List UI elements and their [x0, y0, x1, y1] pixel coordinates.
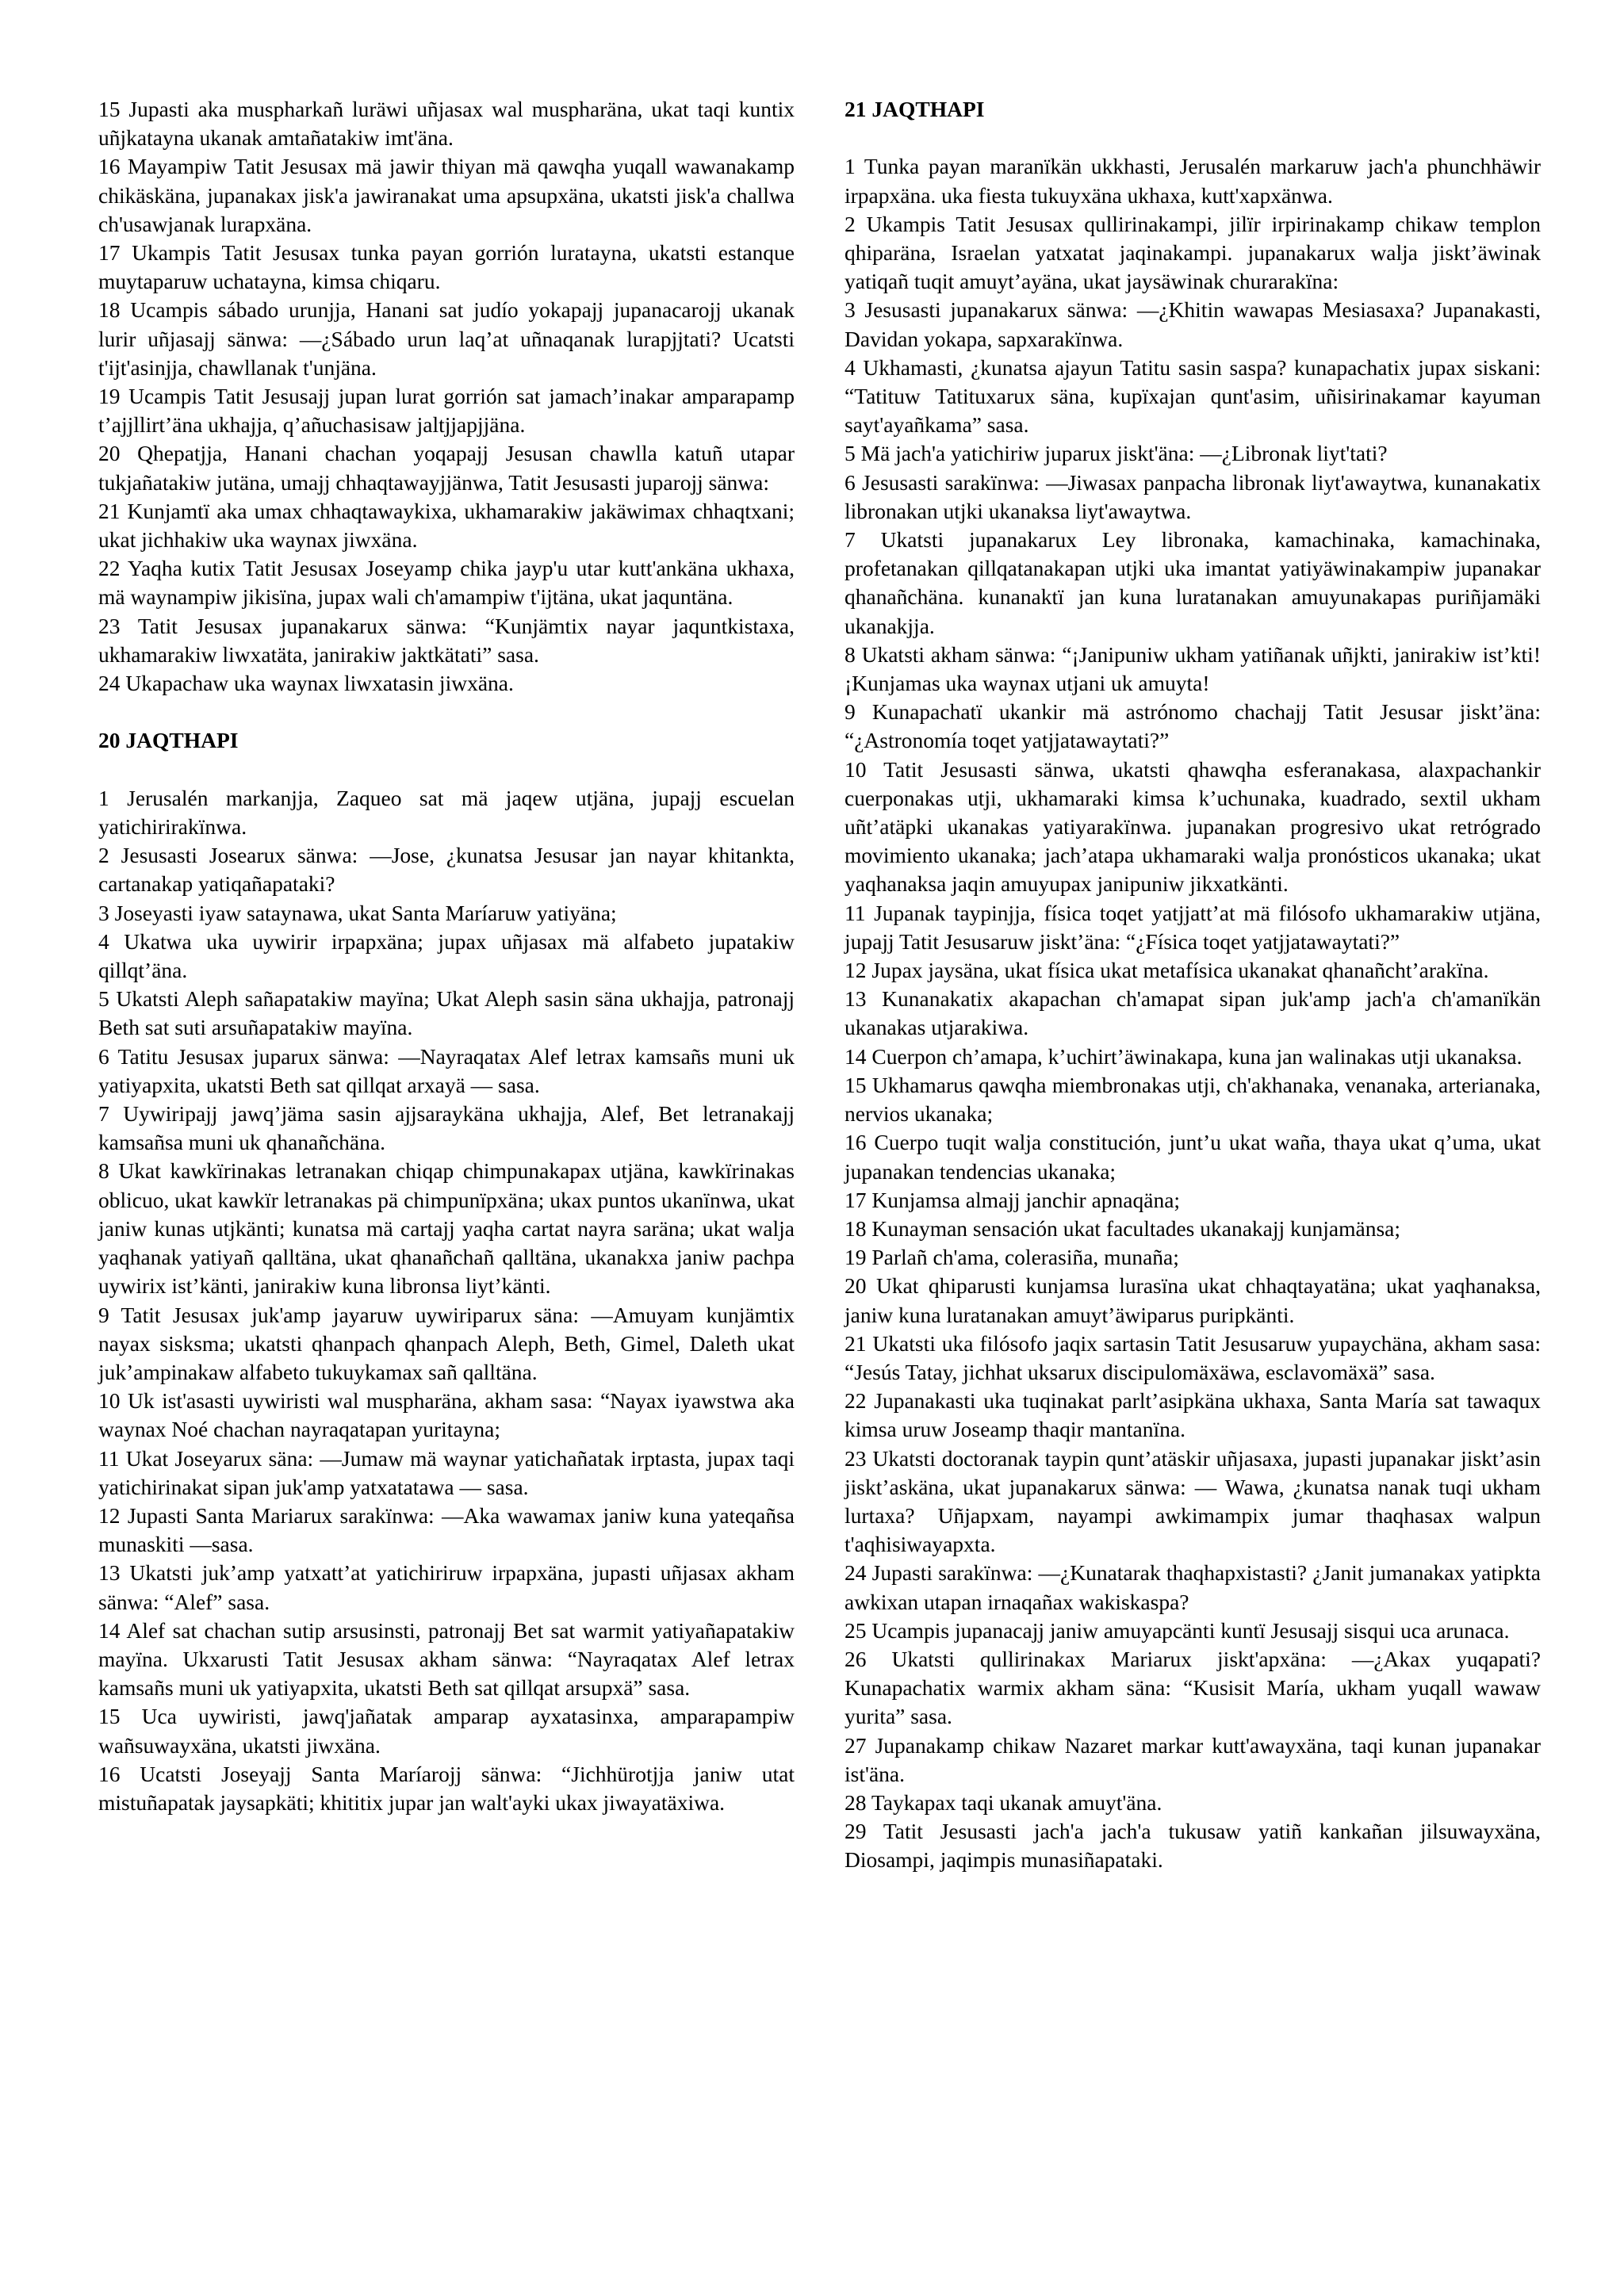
verse: 16 Mayampiw Tatit Jesusax mä jawir thiyan mä qawqha yuqall wawanakamp chikäskäna, jupanakax jisk'a jawiranakat uma apsupxäna, ukatsti jisk'a challwa ch'usawjanak lurapxäna. — [98, 154, 795, 236]
verse: 18 Ucampis sábado urunjja, Hanani sat judío yokapajj jupanacarojj ukanak lurir uñjasajj sänwa: —¿Sábado urun laq’at uñnaqanak lurapjjtati? Ucatsti t'ijt'asinjja, chawllanak t'unjäna. — [98, 297, 795, 380]
verse: 19 Parlañ ch'ama, colerasiña, munaña; — [845, 1245, 1179, 1270]
verse: 9 Kunapachatï ukankir mä astrónomo chachajj Tatit Jesusar jiskt’äna: “¿Astronomía toqet yatjjatawaytati?” — [845, 699, 1541, 753]
verse: 7 Ukatsti jupanakarux Ley libronaka, kamachinaka, kamachinaka, profetanakan qillqatanakapan utjki uka imantat yatiyäwinakampiw jupanakar qhanañchäna. kunanaktï jan kuna luratanakan amuyunakapas puriñjamäki ukanakjja. — [845, 527, 1541, 638]
right-column — [845, 95, 1541, 1875]
verse: 20 Qhepatjja, Hanani chachan yoqapajj Jesusan chawlla katuñ utapar tukjañatakiw jutäna, umajj chhaqtawayjjänwa, Tatit Jesusasti juparojj sänwa: — [98, 441, 795, 495]
verse: 15 Ukhamarus qawqha miembronakas utji, ch'akhanaka, venanaka, arterianaka, nervios ukanaka; — [845, 1072, 1541, 1127]
verse: 2 Ukampis Tatit Jesusax qullirinakampi, jilïr irpirinakamp chikaw templon qhiparäna, Israelan yatxatat jaqinakampi. jupanakarux walja jiskt’äwinak yatiqañ tuqit amuyt’ayäna, ukat jaysäwinak churarakïna: — [845, 211, 1541, 294]
verse: 12 Jupasti Santa Mariarux sarakïnwa: —Aka wawamax janiw kuna yateqañsa munaskiti —sasa. — [98, 1502, 795, 1557]
verse: 29 Tatit Jesusasti jach'a jach'a tukusaw yatiñ kankañan jilsuwayxäna, Diosampi, jaqimpis munasiñapataki. — [845, 1819, 1541, 1873]
verse: 7 Uywiripajj jawq’jäma sasin ajjsaraykäna ukhajja, Alef, Bet letranakajj kamsañsa muni uk qhanañchäna. — [98, 1101, 795, 1155]
spacer — [845, 124, 1541, 152]
verse: 24 Ukapachaw uka waynax liwxatasin jiwxäna. — [98, 671, 514, 696]
verse: 23 Tatit Jesusax jupanakarux sänwa: “Kunjämtix nayar jaquntkistaxa, ukhamarakiw liwxatäta, janirakiw jaktkätati” sasa. — [98, 613, 795, 667]
verse: 6 Tatitu Jesusax juparux sänwa: —Nayraqatax Alef letrax kamsañs muni uk yatiyapxita, ukatsti Beth sat qillqat arxayä — sasa. — [98, 1043, 795, 1097]
verse: 15 Uca uywiristi, jawq'jañatak amparap ayxatasinxa, amparapampiw wañsuwayxäna, ukatsti jiwxäna. — [98, 1704, 795, 1758]
verse: 14 Cuerpon ch’amapa, k’uchirt’äwinakapa, kuna jan walinakas utji ukanaksa. — [845, 1043, 1522, 1069]
verse: 19 Ucampis Tatit Jesusajj jupan lurat gorrión sat jamach’inakar amparapamp t’ajjllirt’äna ukhajja, q’añuchasisaw jaltjjapjjäna. — [98, 384, 795, 438]
verse: 28 Taykapax taqi ukanak amuyt'äna. — [845, 1789, 1162, 1815]
verse: 4 Ukatwa uka uywirir irpapxäna; jupax uñjasax mä alfabeto jupatakiw qillqt’äna. — [98, 928, 795, 983]
verse: 1 Jerusalén markanjja, Zaqueo sat mä jaqew utjäna, jupajj escuelan yatichirirakïnwa. — [98, 785, 795, 840]
verse: 17 Kunjamsa almajj janchir apnaqäna; — [845, 1187, 1181, 1212]
verse: 1 Tunka payan maranïkän ukkhasti, Jerusalén markaruw jach'a phunchhäwir irpapxäna. uka fiesta tukuyxäna ukhaxa, kutt'xapxänwa. — [845, 154, 1541, 208]
spacer — [98, 698, 795, 726]
verse: 23 Ukatsti doctoranak taypin qunt’atäskir uñjasaxa, jupasti jupanakar jiskt’asin jiskt’askäna, ukat jupanakarux sänwa: — Wawa, ¿kunatsa nanak tuqi ukham lurtaxa? Uñjapxam, nayampi awkimampix jumar thaqhasax walpun t'aqhisiwayapxta. — [845, 1445, 1541, 1557]
verse: 27 Jupanakamp chikaw Nazaret markar kutt'awayxäna, taqi kunan jupanakar ist'äna. — [845, 1732, 1541, 1786]
verse: 15 Jupasti aka muspharkañ luräwi uñjasax wal muspharäna, ukat taqi kuntix uñjkatayna ukanak amtañatakiw imt'äna. — [98, 97, 795, 151]
verse: 9 Tatit Jesusax juk'amp jayaruw uywiriparux säna: —Amuyam kunjämtix nayax sisksma; ukatsti qhanpach qhanpach Aleph, Beth, Gimel, Daleth ukat juk’ampinakaw alfabeto tukuykamax sañ qalltäna. — [98, 1302, 795, 1384]
verse: 5 Mä jach'a yatichiriw juparux jiskt'äna: —¿Libronak liyt'tati? — [845, 441, 1388, 466]
verse: 11 Ukat Joseyarux säna: —Jumaw mä waynar yatichañatak irptasta, jupax taqi yatichirinakat sipan juk'amp yatxatatawa — sasa. — [98, 1445, 795, 1499]
verse: 3 Joseyasti iyaw sataynawa, ukat Santa Maríaruw yatiyäna; — [98, 900, 617, 925]
verse: 16 Cuerpo tuqit walja constitución, junt’u ukat waña, thaya ukat q’uma, ukat jupanakan tendencias ukanaka; — [845, 1130, 1541, 1184]
verse: 5 Ukatsti Aleph sañapatakiw mayïna; Ukat Aleph sasin säna ukhajja, patronajj Beth sat suti arsuñapatakiw mayïna. — [98, 986, 795, 1040]
spacer — [98, 756, 795, 784]
chapter-title: 21 JAQTHAPI — [845, 97, 985, 121]
verse: 13 Kunanakatix akapachan ch'amapat sipan juk'amp jach'a ch'amanïkän ukanakas utjarakiwa. — [845, 986, 1541, 1040]
verse: 16 Ucatsti Joseyajj Santa Maríarojj sänwa: “Jichhürotjja janiw utat mistuñapatak jaysapkäti; khititix jupar jan walt'ayki ukax jiwayatäxiwa. — [98, 1761, 795, 1815]
verse: 20 Ukat qhiparusti kunjamsa lurasïna ukat chhaqtayatäna; ukat yaqhanaksa, janiw kuna luratanakan amuyt’äwiparus puripkänti. — [845, 1273, 1541, 1327]
verse: 18 Kunayman sensación ukat facultades ukanakajj kunjamänsa; — [845, 1215, 1401, 1241]
verse: 21 Ukatsti uka filósofo jaqix sartasin Tatit Jesusaruw yupaychäna, akham sasa: “Jesús Tatay, jichhat uksarux discipulomäxäwa, esclavomäxä” sasa. — [845, 1330, 1541, 1384]
verse: 24 Jupasti sarakïnwa: —¿Kunatarak thaqhapxistasti? ¿Janit jumanakax yatipkta awkixan utapan irnaqañax wakiskaspa? — [845, 1560, 1541, 1614]
verse: 25 Ucampis jupanacajj janiw amuyapcänti kuntï Jesusajj sisqui uca arunaca. — [845, 1617, 1510, 1643]
verse: 26 Ukatsti qullirinakax Mariarux jiskt'apxäna: —¿Akax yuqapati? Kunapachatix warmix akham säna: “Kusisit María, ukham yuqall wawaw yurita” sasa. — [845, 1646, 1541, 1729]
verse: 17 Ukampis Tatit Jesusax tunka payan gorrión luratayna, ukatsti estanque muytaparuw uchatayna, kimsa chiqaru. — [98, 240, 795, 294]
verse: 2 Jesusasti Josearux sänwa: —Jose, ¿kunatsa Jesusar jan nayar khitankta, cartanakap yatiqañapataki? — [98, 843, 795, 897]
verse: 10 Tatit Jesusasti sänwa, ukatsti qhawqha esferanakasa, alaxpachankir cuerponakas utji, ukhamaraki kimsa k’uchunaka, kuadrado, sextil ukham uñt’atäpki ukanakas yatiyarakïnwa. jupanakan progresivo ukat retrógrado movimiento ukanaka; jach’atapa ukhamaraki walja pronósticos ukanaka; ukat yaqhanaksa jaqin amuyupax janipuniw jikxatkänti. — [845, 756, 1541, 897]
chapter-title: 20 JAQTHAPI — [98, 728, 239, 753]
verse: 6 Jesusasti sarakïnwa: —Jiwasax panpacha libronak liyt'awaytwa, kunanakatix libronakan utjki ukanaksa liyt'awaytwa. — [845, 469, 1541, 523]
left-column — [98, 95, 795, 1817]
verse: 10 Uk ist'asasti uywiristi wal muspharäna, akham sasa: “Nayax iyawstwa aka waynax Noé chachan nayraqatapan yuritayna; — [98, 1388, 795, 1442]
verse: 14 Alef sat chachan sutip arsusinsti, patronajj Bet sat warmit yatiyañapatakiw mayïna. Ukxarusti Tatit Jesusax akham sänwa: “Nayraqatax Alef letrax kamsañs muni uk yatiyapxita, ukatsti Beth sat qillqat arsupxä” sasa. — [98, 1617, 795, 1701]
verse: 21 Kunjamtï aka umax chhaqtawaykixa, ukhamarakiw jakäwimax chhaqtxani; ukat jichhakiw uka waynax jiwxäna. — [98, 498, 795, 553]
verse: 22 Jupanakasti uka tuqinakat parlt’asipkäna ukhaxa, Santa María sat tawaqux kimsa uruw Joseamp thaqir mantanïna. — [845, 1388, 1541, 1442]
verse: 13 Ukatsti juk’amp yatxatt’at yatichiriruw irpapxäna, jupasti uñjasax akham sänwa: “Alef” sasa. — [98, 1560, 795, 1614]
verse: 3 Jesusasti jupanakarux sänwa: —¿Khitin wawapas Mesiasaxa? Jupanakasti, Davidan yokapa, sapxarakïnwa. — [845, 297, 1541, 351]
verse: 12 Jupax jaysäna, ukat física ukat metafísica ukanakat qhanañcht’arakïna. — [845, 958, 1489, 983]
verse: 11 Jupanak taypinjja, física toqet yatjjatt’at mä filósofo ukhamarakiw utjäna, jupajj Tatit Jesusaruw jiskt’äna: “¿Física toqet yatjjatawaytati?” — [845, 900, 1541, 954]
verse: 8 Ukat kawkïrinakas letranakan chiqap chimpunakapax utjäna, kawkïrinakas oblicuo, ukat kawkïr letranakas pä chimpunïpxäna; ukax puntos ukanïnwa, ukat janiw kunas utjkänti; kunatsa mä cartajj yaqha cartat nayra saräna; ukat walja yaqhanak yatiyañ qalltäna, ukat qhanañchañ qalltäna, ukanakxa janiw pachpa uywirix ist’känti, janirakiw kuna libronsa liyt’känti. — [98, 1158, 795, 1299]
verse: 22 Yaqha kutix Tatit Jesusax Joseyamp chika jayp'u utar kutt'ankäna ukhaxa, mä waynampiw jikisïna, jupax wali ch'amampiw t'ijtäna, ukat jaquntäna. — [98, 556, 795, 610]
verse: 8 Ukatsti akham sänwa: “¡Janipuniw ukham yatiñanak uñjkti, janirakiw ist’kti! ¡Kunjamas uka waynax utjani uk amuyta! — [845, 641, 1541, 696]
verse: 4 Ukhamasti, ¿kunatsa ajayun Tatitu sasin saspa? kunapachatix jupax siskani: “Tatituw Tatituxarux säna, kupïxajan qunt'asim, uñisirinakamar kayuman sayt'ayañkama” sasa. — [845, 354, 1541, 438]
